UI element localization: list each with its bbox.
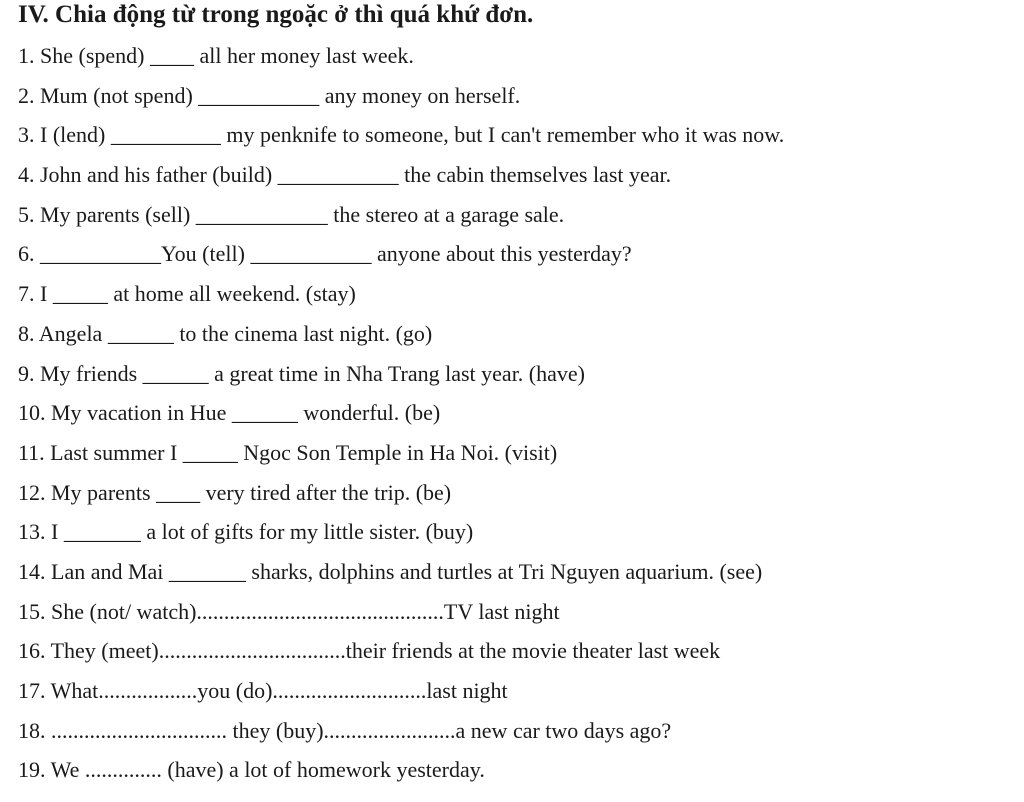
exercise-title: IV. Chia động từ trong ngoặc ở thì quá khứ đơn. — [18, 1, 534, 28]
exercise-item-9: 9. My friends ______ a great time in Nha Trang last year. (have) — [18, 360, 585, 386]
exercise-item-8: 8. Angela ______ to the cinema last night. (go) — [18, 320, 433, 346]
exercise-item-11: 11. Last summer I _____ Ngoc Son Temple in Ha Noi. (visit) — [18, 439, 558, 465]
exercise-item-1: 1. She (spend) ____ all her money last week. — [18, 43, 414, 68]
exercise-item-19: 19. We .............. (have) a lot of homework yesterday. — [18, 757, 485, 783]
exercise-item-18: 18. ................................ they (buy)........................a new car two days ago? — [18, 717, 672, 743]
exercise-item-2: 2. Mum (not spend) ___________ any money on herself. — [18, 82, 521, 108]
exercise-item-15: 15. She (not/ watch).............................................TV last night — [18, 598, 560, 624]
exercise-item-16: 16. They (meet)..................................their friends at the movie theater last week — [18, 638, 721, 664]
exercise-item-3: 3. I (lend) __________ my penknife to someone, but I can't remember who it was now. — [18, 122, 785, 148]
exercise-item-17: 17. What..................you (do)............................last night — [18, 678, 508, 703]
exercise-item-4: 4. John and his father (build) ___________ the cabin themselves last year. — [18, 162, 672, 188]
exercise-item-13: 13. I _______ a lot of gifts for my little sister. (buy) — [18, 519, 474, 545]
exercise-item-7: 7. I _____ at home all weekend. (stay) — [18, 281, 356, 307]
worksheet — [18, 0, 1018, 790]
exercise-item-12: 12. My parents ____ very tired after the trip. (be) — [18, 479, 452, 505]
exercise-item-10: 10. My vacation in Hue ______ wonderful. (be) — [18, 400, 441, 426]
exercise-item-6: 6. ___________You (tell) ___________ anyone about this yesterday? — [18, 241, 632, 267]
exercise-item-5: 5. My parents (sell) ____________ the stereo at a garage sale. — [18, 201, 565, 227]
exercise-item-14: 14. Lan and Mai _______ sharks, dolphins and turtles at Tri Nguyen aquarium. (see) — [18, 558, 763, 584]
